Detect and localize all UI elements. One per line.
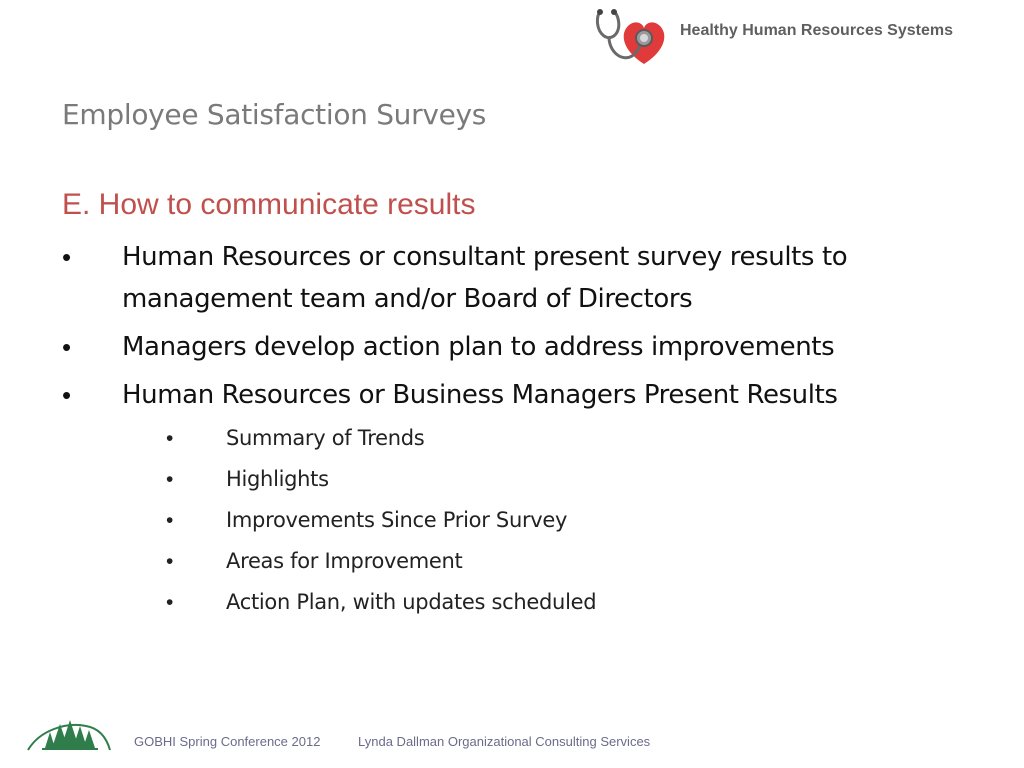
bullet-marker: • <box>62 242 71 272</box>
bullet-marker: • <box>62 380 71 410</box>
sub-bullet-item <box>122 418 962 459</box>
bullet-item <box>62 326 962 368</box>
footer-conference: GOBHI Spring Conference 2012 <box>134 734 321 749</box>
bullet-text: Human Resources or Business Managers Present Results <box>122 380 838 410</box>
sub-bullet-item <box>122 541 962 582</box>
bullet-list <box>62 236 962 629</box>
bullet-text: Human Resources or consultant present survey results to management team and/or Board of Directors <box>122 242 848 314</box>
brand-name: Healthy Human Resources Systems <box>680 22 953 39</box>
bullet-text: Managers develop action plan to address improvements <box>122 332 835 362</box>
sub-bullet-item <box>122 459 962 500</box>
pine-trees-icon <box>26 718 112 752</box>
slide-title: Employee Satisfaction Surveys <box>62 98 487 131</box>
sub-bullet-text: Areas for Improvement <box>226 549 463 573</box>
footer-presenter: Lynda Dallman Organizational Consulting Services <box>358 734 651 749</box>
sub-bullet-marker: • <box>166 550 174 573</box>
sub-bullet-list <box>122 418 962 623</box>
sub-bullet-text: Improvements Since Prior Survey <box>226 508 568 532</box>
section-heading: E. How to communicate results <box>62 188 476 221</box>
sub-bullet-text: Action Plan, with updates scheduled <box>226 590 597 614</box>
sub-bullet-marker: • <box>166 591 174 614</box>
bullet-marker: • <box>62 332 71 362</box>
sub-bullet-marker: • <box>166 427 174 450</box>
sub-bullet-text: Summary of Trends <box>226 426 425 450</box>
sub-bullet-marker: • <box>166 468 174 491</box>
stethoscope-heart-icon <box>592 6 670 68</box>
sub-bullet-item <box>122 500 962 541</box>
sub-bullet-marker: • <box>166 509 174 532</box>
bullet-item <box>62 374 962 623</box>
sub-bullet-text: Highlights <box>226 467 329 491</box>
sub-bullet-item <box>122 582 962 623</box>
bullet-item <box>62 236 962 320</box>
